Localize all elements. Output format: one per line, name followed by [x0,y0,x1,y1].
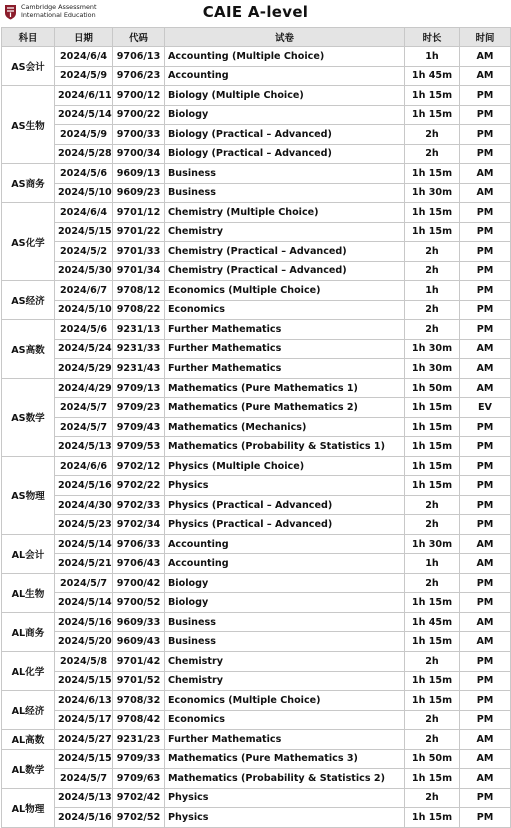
column-header-time: 时间 [460,28,511,47]
table-row [2,788,511,808]
paper-code-cell: 9702/34 [113,515,165,535]
session-time-cell: PM [460,593,511,613]
session-time-cell: AM [460,769,511,789]
paper-name-cell: Biology (Multiple Choice) [165,86,405,106]
paper-code-cell: 9709/53 [113,437,165,457]
paper-name-cell: Economics [165,300,405,320]
paper-name-cell: Chemistry (Multiple Choice) [165,203,405,223]
session-time-cell: PM [460,456,511,476]
exam-date-cell: 2024/4/30 [55,495,113,515]
exam-date-cell: 2024/5/15 [55,671,113,691]
paper-name-cell: Physics (Practical – Advanced) [165,515,405,535]
duration-cell: 2h [405,144,460,164]
table-row [2,339,511,359]
table-row [2,808,511,828]
paper-code-cell: 9701/33 [113,242,165,262]
duration-cell: 2h [405,788,460,808]
table-row [2,261,511,281]
paper-name-cell: Chemistry (Practical – Advanced) [165,261,405,281]
table-row [2,534,511,554]
exam-date-cell: 2024/5/7 [55,769,113,789]
session-time-cell: AM [460,554,511,574]
duration-cell: 1h 15m [405,691,460,711]
exam-date-cell: 2024/5/9 [55,125,113,145]
session-time-cell: AM [460,359,511,379]
table-row [2,47,511,67]
subject-cell: AL物理 [2,788,55,827]
paper-code-cell: 9231/23 [113,730,165,750]
table-row [2,359,511,379]
paper-name-cell: Mathematics (Probability & Statistics 1) [165,437,405,457]
paper-code-cell: 9701/12 [113,203,165,223]
paper-name-cell: Physics [165,808,405,828]
table-row [2,671,511,691]
page-header [0,0,511,27]
session-time-cell: AM [460,183,511,203]
session-time-cell: PM [460,222,511,242]
exam-date-cell: 2024/6/13 [55,691,113,711]
paper-code-cell: 9700/34 [113,144,165,164]
exam-date-cell: 2024/5/14 [55,534,113,554]
paper-code-cell: 9708/12 [113,281,165,301]
exam-date-cell: 2024/5/15 [55,749,113,769]
paper-code-cell: 9702/52 [113,808,165,828]
paper-name-cell: Economics (Multiple Choice) [165,691,405,711]
table-row [2,66,511,86]
logo-line-1: Cambridge Assessment [21,3,97,11]
column-header-date: 日期 [55,28,113,47]
subject-cell: AL经济 [2,691,55,730]
session-time-cell: AM [460,47,511,67]
exam-date-cell: 2024/5/30 [55,261,113,281]
duration-cell: 1h 45m [405,66,460,86]
session-time-cell: PM [460,671,511,691]
exam-date-cell: 2024/5/7 [55,398,113,418]
duration-cell: 1h 15m [405,632,460,652]
table-row [2,144,511,164]
paper-code-cell: 9709/13 [113,378,165,398]
paper-name-cell: Physics (Multiple Choice) [165,456,405,476]
paper-name-cell: Further Mathematics [165,359,405,379]
session-time-cell: AM [460,66,511,86]
column-header-paper: 试卷 [165,28,405,47]
table-row [2,281,511,301]
paper-code-cell: 9609/43 [113,632,165,652]
session-time-cell: PM [460,281,511,301]
table-body [2,47,511,828]
duration-cell: 1h 15m [405,456,460,476]
paper-name-cell: Accounting [165,534,405,554]
table-row [2,632,511,652]
table-row [2,593,511,613]
duration-cell: 1h [405,281,460,301]
paper-name-cell: Business [165,632,405,652]
duration-cell: 1h 15m [405,105,460,125]
session-time-cell: PM [460,242,511,262]
column-header-code: 代码 [113,28,165,47]
exam-date-cell: 2024/5/6 [55,164,113,184]
subject-cell: AL商务 [2,612,55,651]
session-time-cell: PM [460,105,511,125]
session-time-cell: PM [460,808,511,828]
table-row [2,495,511,515]
subject-cell: AS化学 [2,203,55,281]
table-row [2,86,511,106]
subject-cell: AS商务 [2,164,55,203]
table-row [2,125,511,145]
session-time-cell: PM [460,261,511,281]
paper-name-cell: Further Mathematics [165,730,405,750]
paper-name-cell: Business [165,164,405,184]
table-row [2,398,511,418]
subject-cell: AL生物 [2,573,55,612]
exam-date-cell: 2024/5/16 [55,612,113,632]
exam-date-cell: 2024/5/17 [55,710,113,730]
table-row [2,769,511,789]
table-row [2,730,511,750]
subject-cell: AS会计 [2,47,55,86]
paper-code-cell: 9706/33 [113,534,165,554]
paper-name-cell: Chemistry [165,651,405,671]
session-time-cell: AM [460,730,511,750]
duration-cell: 2h [405,242,460,262]
paper-code-cell: 9708/32 [113,691,165,711]
session-time-cell: PM [460,203,511,223]
duration-cell: 2h [405,320,460,340]
duration-cell: 2h [405,730,460,750]
paper-code-cell: 9706/23 [113,66,165,86]
table-row [2,203,511,223]
paper-name-cell: Physics (Practical – Advanced) [165,495,405,515]
session-time-cell: AM [460,749,511,769]
exam-date-cell: 2024/5/29 [55,359,113,379]
paper-code-cell: 9609/33 [113,612,165,632]
paper-code-cell: 9709/33 [113,749,165,769]
paper-name-cell: Economics (Multiple Choice) [165,281,405,301]
exam-date-cell: 2024/5/23 [55,515,113,535]
duration-cell: 1h 30m [405,183,460,203]
paper-name-cell: Biology (Practical – Advanced) [165,144,405,164]
table-row [2,105,511,125]
duration-cell: 2h [405,515,460,535]
duration-cell: 1h 15m [405,398,460,418]
paper-code-cell: 9700/12 [113,86,165,106]
duration-cell: 1h 15m [405,437,460,457]
duration-cell: 2h [405,261,460,281]
duration-cell: 1h 15m [405,769,460,789]
table-row [2,515,511,535]
duration-cell: 1h 45m [405,612,460,632]
session-time-cell: PM [460,417,511,437]
duration-cell: 1h 15m [405,671,460,691]
table-row [2,417,511,437]
exam-date-cell: 2024/5/16 [55,808,113,828]
duration-cell: 1h [405,47,460,67]
session-time-cell: PM [460,144,511,164]
paper-code-cell: 9609/13 [113,164,165,184]
paper-code-cell: 9231/43 [113,359,165,379]
exam-date-cell: 2024/5/9 [55,66,113,86]
subject-cell: AS物理 [2,456,55,534]
table-row [2,378,511,398]
exam-schedule-table [1,27,511,828]
session-time-cell: PM [460,691,511,711]
table-row [2,164,511,184]
subject-cell: AS高数 [2,320,55,379]
subject-cell: AS经济 [2,281,55,320]
session-time-cell: PM [460,125,511,145]
exam-date-cell: 2024/6/6 [55,456,113,476]
duration-cell: 2h [405,495,460,515]
paper-code-cell: 9609/23 [113,183,165,203]
session-time-cell: PM [460,86,511,106]
paper-name-cell: Mathematics (Pure Mathematics 3) [165,749,405,769]
paper-name-cell: Business [165,612,405,632]
paper-code-cell: 9702/33 [113,495,165,515]
session-time-cell: PM [460,495,511,515]
session-time-cell: AM [460,534,511,554]
paper-code-cell: 9709/23 [113,398,165,418]
table-row [2,300,511,320]
duration-cell: 1h 15m [405,164,460,184]
table-row [2,222,511,242]
paper-code-cell: 9231/13 [113,320,165,340]
paper-name-cell: Economics [165,710,405,730]
duration-cell: 1h [405,554,460,574]
paper-code-cell: 9700/42 [113,573,165,593]
paper-code-cell: 9231/33 [113,339,165,359]
logo-line-2: International Education [21,10,96,19]
duration-cell: 2h [405,710,460,730]
session-time-cell: PM [460,573,511,593]
paper-code-cell: 9708/22 [113,300,165,320]
paper-code-cell: 9708/42 [113,710,165,730]
session-time-cell: PM [460,300,511,320]
session-time-cell: PM [460,320,511,340]
table-row [2,183,511,203]
paper-name-cell: Biology [165,573,405,593]
duration-cell: 1h 50m [405,749,460,769]
duration-cell: 1h 30m [405,359,460,379]
paper-code-cell: 9706/43 [113,554,165,574]
paper-name-cell: Mathematics (Pure Mathematics 2) [165,398,405,418]
session-time-cell: EV [460,398,511,418]
session-time-cell: PM [460,476,511,496]
table-row [2,476,511,496]
table-row [2,691,511,711]
paper-code-cell: 9706/13 [113,47,165,67]
exam-date-cell: 2024/5/15 [55,222,113,242]
table-row [2,437,511,457]
paper-code-cell: 9700/22 [113,105,165,125]
session-time-cell: AM [460,339,511,359]
session-time-cell: PM [460,710,511,730]
exam-date-cell: 2024/5/16 [55,476,113,496]
paper-name-cell: Mathematics (Probability & Statistics 2) [165,769,405,789]
exam-date-cell: 2024/6/4 [55,203,113,223]
paper-name-cell: Biology [165,105,405,125]
column-header-subject: 科目 [2,28,55,47]
exam-date-cell: 2024/6/7 [55,281,113,301]
session-time-cell: AM [460,632,511,652]
exam-date-cell: 2024/5/10 [55,183,113,203]
duration-cell: 1h 50m [405,378,460,398]
exam-date-cell: 2024/4/29 [55,378,113,398]
paper-name-cell: Chemistry [165,671,405,691]
exam-date-cell: 2024/5/7 [55,573,113,593]
paper-code-cell: 9709/43 [113,417,165,437]
paper-name-cell: Accounting [165,554,405,574]
exam-date-cell: 2024/5/10 [55,300,113,320]
exam-date-cell: 2024/5/13 [55,788,113,808]
duration-cell: 1h 15m [405,417,460,437]
paper-code-cell: 9709/63 [113,769,165,789]
paper-name-cell: Accounting (Multiple Choice) [165,47,405,67]
duration-cell: 2h [405,651,460,671]
paper-code-cell: 9700/33 [113,125,165,145]
column-header-duration: 时长 [405,28,460,47]
exam-date-cell: 2024/5/28 [55,144,113,164]
session-time-cell: PM [460,651,511,671]
paper-code-cell: 9702/22 [113,476,165,496]
subject-cell: AS生物 [2,86,55,164]
paper-name-cell: Chemistry (Practical – Advanced) [165,242,405,262]
duration-cell: 1h 15m [405,476,460,496]
paper-code-cell: 9702/42 [113,788,165,808]
page-title: CAIE A-level [202,3,309,21]
paper-name-cell: Business [165,183,405,203]
session-time-cell: AM [460,612,511,632]
exam-date-cell: 2024/6/4 [55,47,113,67]
table-row [2,456,511,476]
duration-cell: 1h 30m [405,339,460,359]
paper-code-cell: 9701/52 [113,671,165,691]
table-row [2,320,511,340]
paper-code-cell: 9701/22 [113,222,165,242]
table-header-row [2,28,511,47]
duration-cell: 2h [405,300,460,320]
exam-date-cell: 2024/5/8 [55,651,113,671]
table-row [2,554,511,574]
paper-name-cell: Physics [165,788,405,808]
paper-name-cell: Physics [165,476,405,496]
subject-cell: AL会计 [2,534,55,573]
paper-name-cell: Mathematics (Mechanics) [165,417,405,437]
table-row [2,242,511,262]
table-row [2,651,511,671]
paper-name-cell: Biology (Practical – Advanced) [165,125,405,145]
subject-cell: AS数学 [2,378,55,456]
paper-code-cell: 9701/34 [113,261,165,281]
paper-name-cell: Biology [165,593,405,613]
exam-date-cell: 2024/5/13 [55,437,113,457]
exam-date-cell: 2024/5/7 [55,417,113,437]
paper-name-cell: Mathematics (Pure Mathematics 1) [165,378,405,398]
paper-name-cell: Accounting [165,66,405,86]
paper-code-cell: 9700/52 [113,593,165,613]
table-row [2,710,511,730]
exam-date-cell: 2024/5/6 [55,320,113,340]
session-time-cell: AM [460,164,511,184]
paper-code-cell: 9701/42 [113,651,165,671]
duration-cell: 1h 15m [405,222,460,242]
table-row [2,749,511,769]
duration-cell: 1h 15m [405,808,460,828]
duration-cell: 1h 15m [405,86,460,106]
paper-code-cell: 9702/12 [113,456,165,476]
paper-name-cell: Further Mathematics [165,320,405,340]
exam-date-cell: 2024/5/21 [55,554,113,574]
session-time-cell: AM [460,378,511,398]
exam-date-cell: 2024/5/2 [55,242,113,262]
table-row [2,612,511,632]
session-time-cell: PM [460,437,511,457]
subject-cell: AL化学 [2,651,55,690]
subject-cell: AL高数 [2,730,55,750]
session-time-cell: PM [460,515,511,535]
paper-name-cell: Chemistry [165,222,405,242]
exam-date-cell: 2024/5/27 [55,730,113,750]
paper-name-cell: Further Mathematics [165,339,405,359]
session-time-cell: PM [460,788,511,808]
duration-cell: 1h 15m [405,593,460,613]
exam-date-cell: 2024/5/14 [55,105,113,125]
exam-date-cell: 2024/5/20 [55,632,113,652]
exam-date-cell: 2024/5/24 [55,339,113,359]
duration-cell: 2h [405,573,460,593]
duration-cell: 2h [405,125,460,145]
exam-date-cell: 2024/5/14 [55,593,113,613]
duration-cell: 1h 15m [405,203,460,223]
subject-cell: AL数学 [2,749,55,788]
exam-date-cell: 2024/6/11 [55,86,113,106]
table-row [2,573,511,593]
duration-cell: 1h 30m [405,534,460,554]
